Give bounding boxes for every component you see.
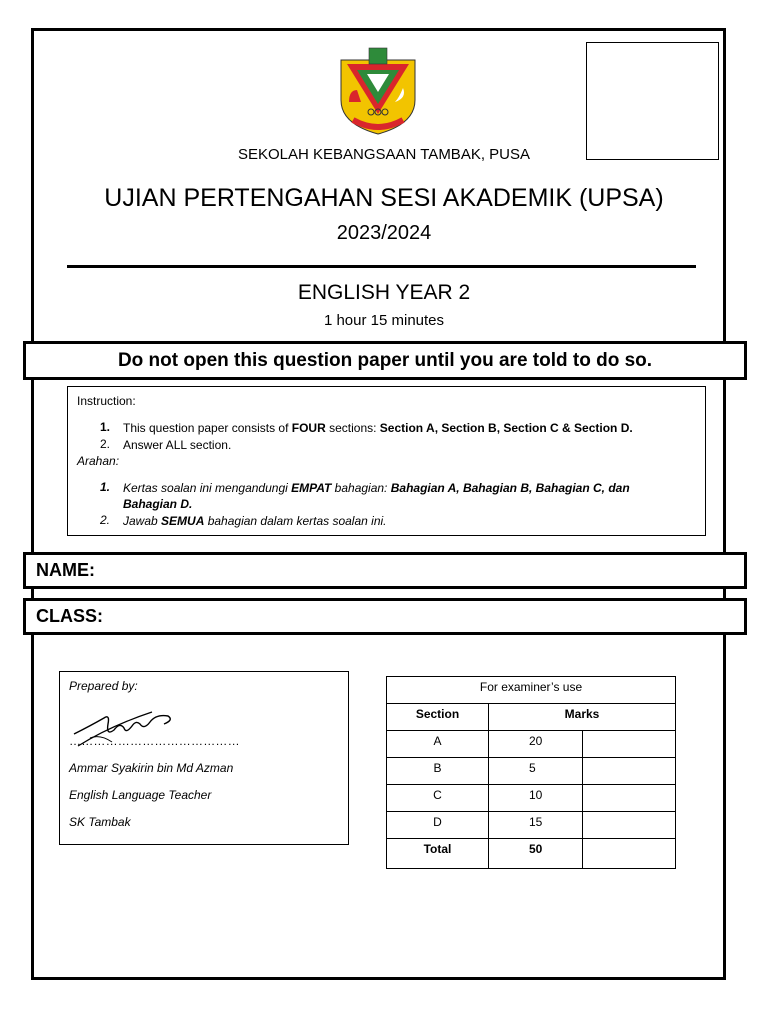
school-name: SEKOLAH KEBANGSAAN TAMBAK, PUSA [237, 146, 531, 163]
max-marks-cell: 5 [489, 758, 583, 785]
table-row [387, 758, 676, 785]
instruction-label: Instruction: [77, 394, 136, 408]
examiner-table [386, 676, 676, 869]
exam-title: UJIAN PERTENGAHAN SESI AKADEMIK (UPSA) [104, 184, 664, 212]
section-cell: B [387, 758, 489, 785]
section-cell: C [387, 785, 489, 812]
section-cell: D [387, 812, 489, 839]
warning-text: Do not open this question paper until you are told to do so. [117, 349, 653, 371]
instruction-num: 2. [100, 437, 111, 451]
signature-line: …………………………………… [69, 734, 240, 748]
max-marks-cell: 10 [489, 785, 583, 812]
table-row [387, 812, 676, 839]
prepared-label: Prepared by: [69, 679, 138, 693]
arahan-text: Kertas soalan ini mengandungi EMPAT bahagian: Bahagian A, Bahagian B, Bahagian C, dan Bahagian D. [123, 481, 630, 511]
total-label-cell: Total [387, 839, 489, 869]
arahan-text: Jawab SEMUA bahagian dalam kertas soalan ini. [123, 514, 387, 528]
score-cell[interactable] [583, 758, 676, 785]
header-marks: Marks [489, 704, 676, 731]
instruction-text: This question paper consists of FOUR sections: Section A, Section B, Section C & Section D. [123, 421, 633, 435]
session-year: 2023/2024 [336, 222, 432, 244]
preparer-role: English Language Teacher [69, 788, 212, 802]
section-cell: A [387, 731, 489, 758]
score-cell[interactable] [583, 785, 676, 812]
class-field[interactable] [23, 598, 747, 635]
arahan-num: 1. [100, 480, 111, 494]
total-score-cell[interactable] [583, 839, 676, 869]
warning-banner [23, 341, 747, 380]
score-cell[interactable] [583, 731, 676, 758]
table-row [387, 785, 676, 812]
arahan-label: Arahan: [77, 454, 120, 468]
subject-title: ENGLISH YEAR 2 [297, 281, 471, 304]
preparer-name: Ammar Syakirin bin Md Azman [69, 761, 234, 775]
name-label: NAME: [36, 560, 95, 580]
max-marks-cell: 15 [489, 812, 583, 839]
preparer-school: SK Tambak [69, 815, 131, 829]
max-marks-cell: 20 [489, 731, 583, 758]
total-max-cell: 50 [489, 839, 583, 869]
header-section: Section [387, 704, 489, 731]
table-row [387, 731, 676, 758]
table-caption: For examiner’s use [387, 677, 676, 704]
photo-box [586, 42, 719, 160]
class-label: CLASS: [36, 606, 103, 626]
school-logo [333, 42, 423, 137]
instructions-box [67, 386, 706, 536]
instruction-num: 1. [100, 420, 111, 434]
instruction-text: Answer ALL section. [123, 438, 232, 452]
divider [67, 265, 696, 268]
arahan-num: 2. [100, 513, 111, 527]
duration: 1 hour 15 minutes [323, 312, 445, 329]
prepared-by-box [59, 671, 349, 845]
table-row-total [387, 839, 676, 869]
name-field[interactable] [23, 552, 747, 589]
score-cell[interactable] [583, 812, 676, 839]
